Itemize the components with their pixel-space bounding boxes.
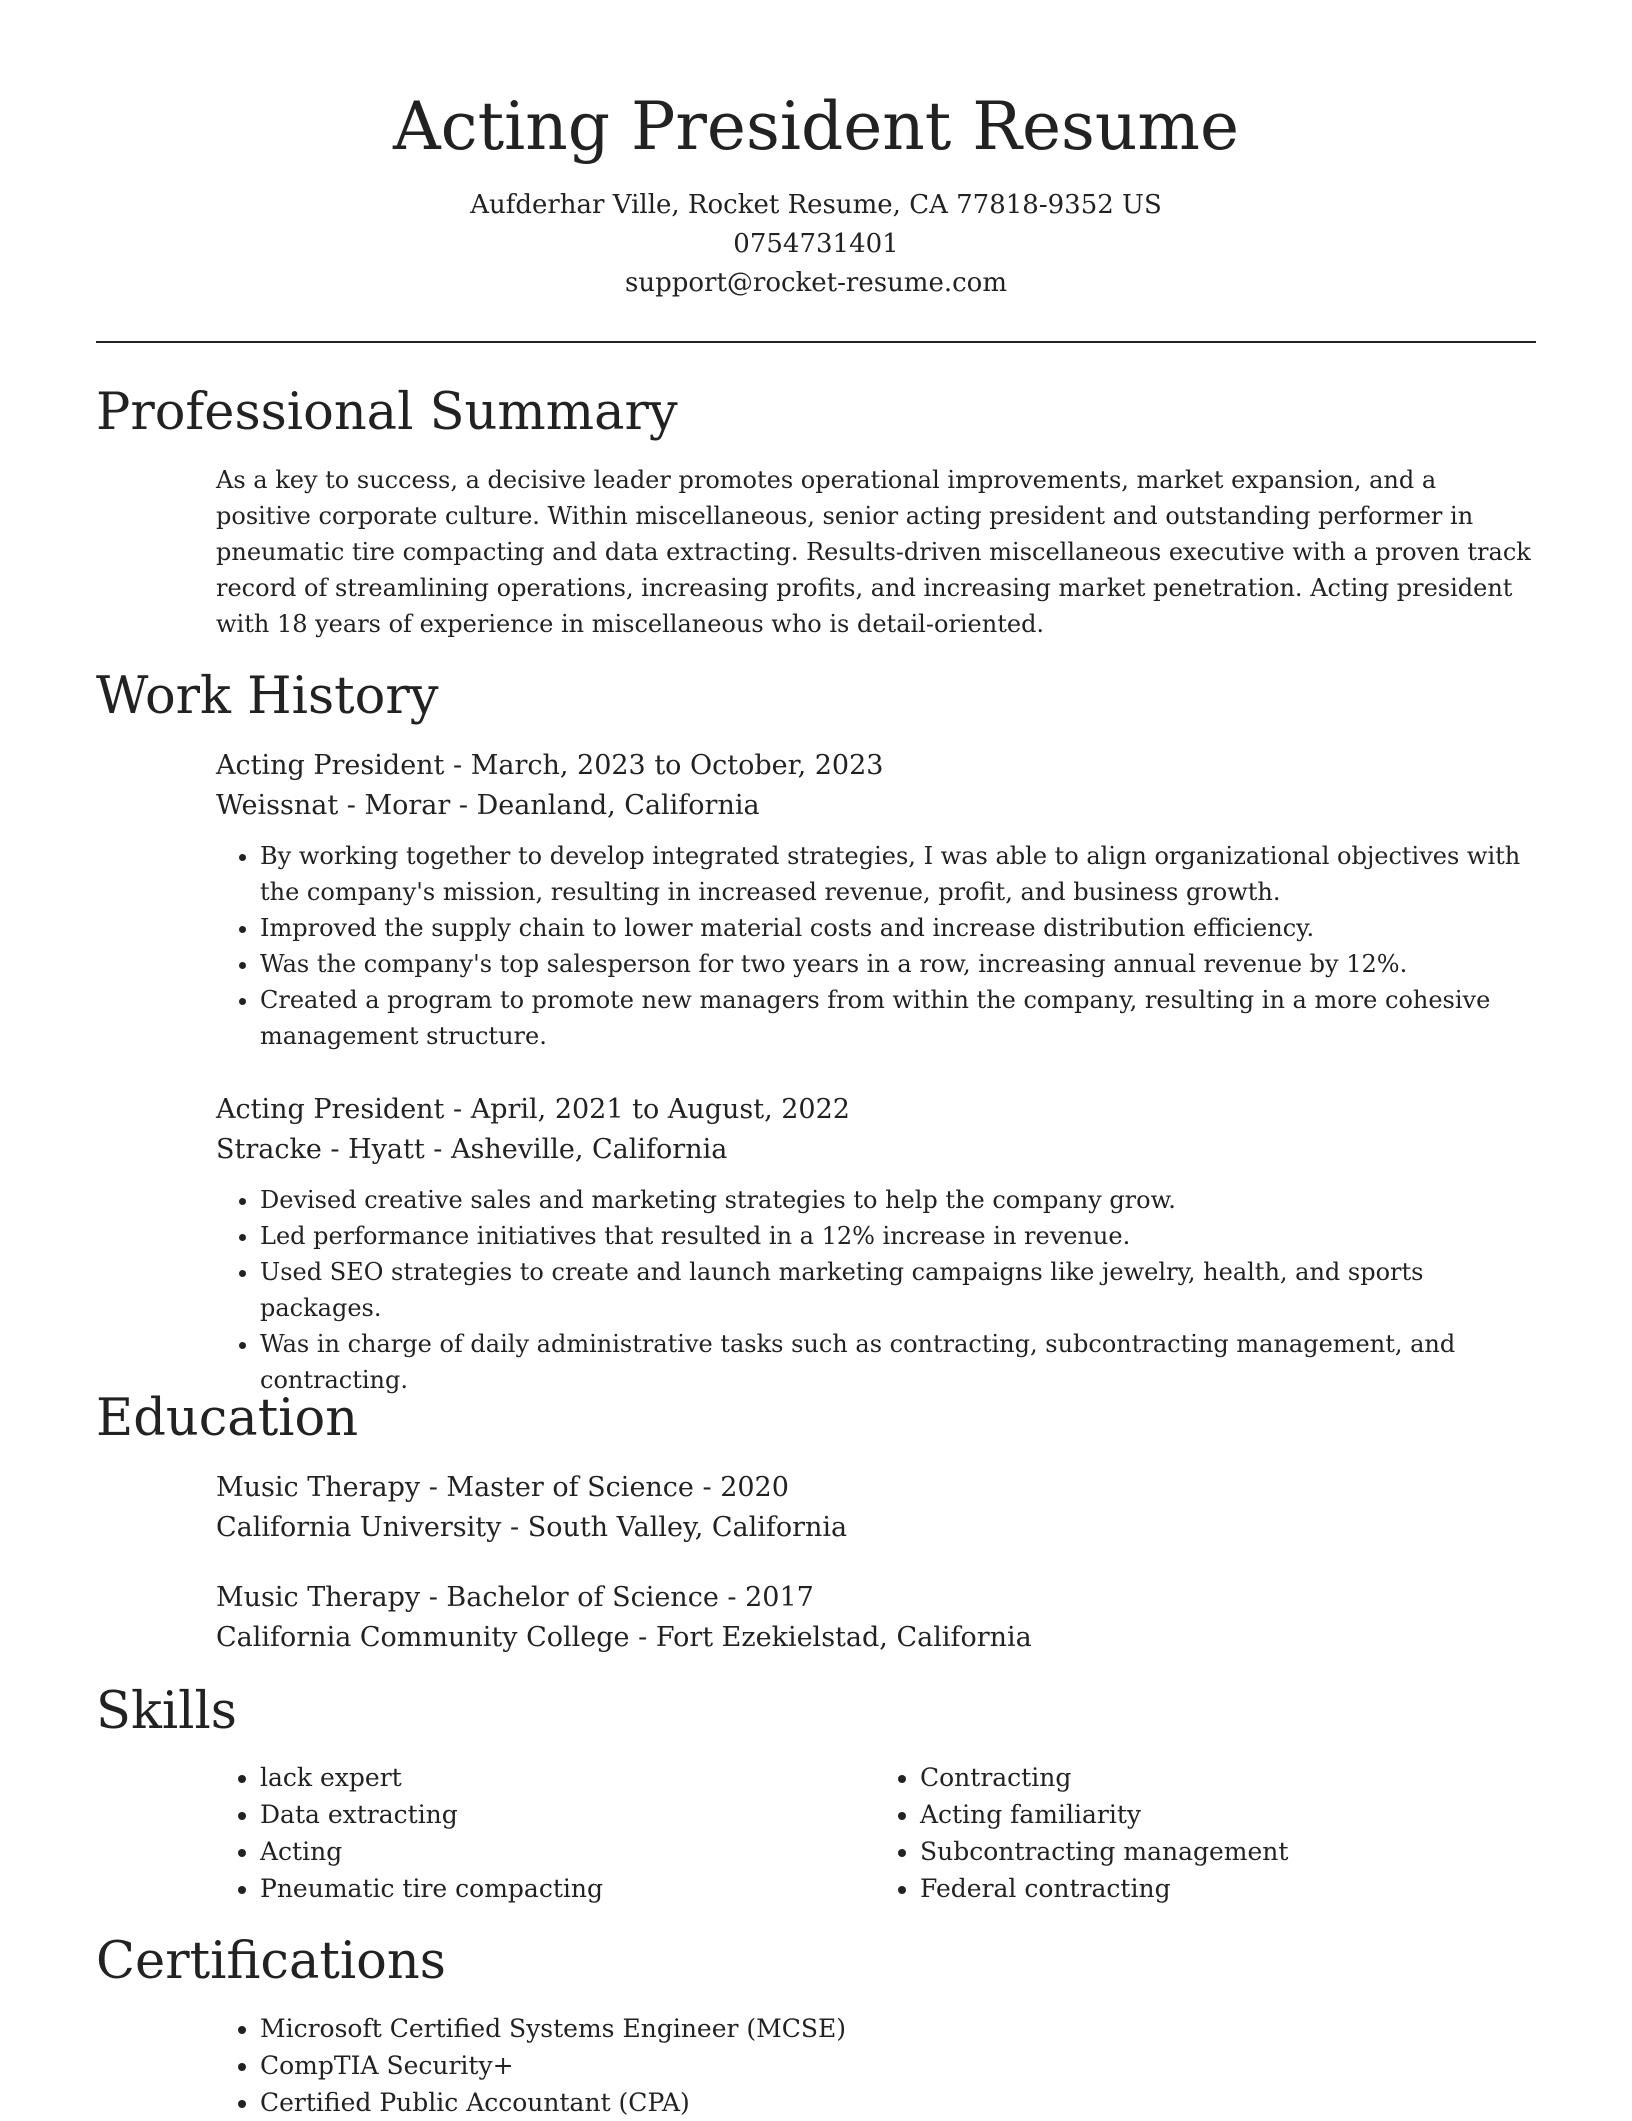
school-location: - Fort Ezekielstad, California	[629, 1622, 1032, 1653]
degree-year: - 2020	[693, 1472, 789, 1503]
skills-heading: Skills	[96, 1682, 237, 1741]
school-line	[216, 1618, 1536, 1658]
list-item: • Acting familiarity	[920, 1796, 1536, 1833]
list-item: • Used SEO strategies to create and launch marketing campaigns like jewelry, health, and sports packages.	[260, 1254, 1536, 1326]
list-item: • Certified Public Accountant (CPA)	[260, 2084, 910, 2121]
job-company: Weissnat - Morar	[216, 790, 451, 821]
school-name: California University	[216, 1512, 502, 1543]
email-text: support@rocket-resume.com	[624, 268, 1007, 298]
job-company: Stracke - Hyatt	[216, 1134, 425, 1165]
job-entry	[216, 1090, 1536, 1398]
job-company-line	[216, 786, 1536, 826]
list-item: • CompTIA Security+	[260, 2047, 910, 2084]
skills-list-left	[216, 1759, 876, 1907]
list-item: • Federal contracting	[920, 1870, 1536, 1907]
certifications-section	[216, 2010, 1536, 2121]
certifications-heading: Certifications	[96, 1932, 446, 1991]
education-heading: Education	[96, 1389, 359, 1448]
list-item: • Contracting	[920, 1759, 1536, 1796]
list-item: • Was the company's top salesperson for two years in a row, increasing annual revenue by 12%.	[260, 946, 1536, 982]
school-location: - South Valley, California	[501, 1512, 848, 1543]
summary-section	[216, 462, 1536, 642]
education-entry	[216, 1578, 1536, 1658]
page-title: Acting President Resume	[392, 88, 1240, 165]
job-dates: - April, 2021 to August, 2022	[444, 1094, 850, 1125]
school-line	[216, 1508, 1536, 1548]
job-dates: - March, 2023 to October, 2023	[444, 750, 884, 781]
list-item: • Created a program to promote new managers from within the company, resulting in a more cohesive management structure.	[260, 982, 1536, 1054]
job-location: - Deanland, California	[450, 790, 760, 821]
list-item: • Acting	[260, 1833, 876, 1870]
job-title: Acting President	[216, 1094, 445, 1125]
list-item: • Pneumatic tire compacting	[260, 1870, 876, 1907]
certifications-list	[216, 2010, 910, 2121]
school-name: California Community College	[216, 1622, 630, 1653]
list-item: • Microsoft Certified Systems Engineer (MCSE)	[260, 2010, 910, 2047]
degree-line	[216, 1468, 1536, 1508]
education-entry	[216, 1468, 1536, 1548]
job-company-line	[216, 1130, 1536, 1170]
header-divider	[96, 341, 1536, 343]
phone-text: 0754731401	[733, 229, 899, 259]
job-bullets	[216, 838, 1536, 1054]
summary-text: As a key to success, a decisive leader promotes operational improvements, market expansion, and a positive corporate culture. Within miscellaneous, senior acting president and outstanding performer in pneumatic tire compacting and data extracting. Results-driven miscellaneous executive with a proven track record of streamlining operations, increasing profits, and increasing market penetration. Acting president with 18 years of experience in miscellaneous who is detail-oriented.	[216, 466, 1531, 638]
contact-info	[96, 186, 1536, 303]
skills-section	[216, 1759, 1536, 1907]
degree-year: - 2017	[718, 1582, 814, 1613]
degree-field: Music Therapy - Bachelor of Science	[216, 1582, 719, 1613]
list-item: • lack expert	[260, 1759, 876, 1796]
job-entry	[216, 746, 1536, 1054]
work-history-heading: Work History	[96, 667, 439, 726]
list-item: • Improved the supply chain to lower material costs and increase distribution efficiency.	[260, 910, 1536, 946]
degree-field: Music Therapy - Master of Science	[216, 1472, 694, 1503]
job-location: - Asheville, California	[424, 1134, 728, 1165]
list-item: • Led performance initiatives that resulted in a 12% increase in revenue.	[260, 1218, 1536, 1254]
list-item: • By working together to develop integrated strategies, I was able to align organizational objectives with the company's mission, resulting in increased revenue, profit, and business growth.	[260, 838, 1536, 910]
job-title-line	[216, 746, 1536, 786]
list-item: • Devised creative sales and marketing strategies to help the company grow.	[260, 1182, 1536, 1218]
list-item: • Was in charge of daily administrative tasks such as contracting, subcontracting management, and contracting.	[260, 1326, 1536, 1398]
job-bullets	[216, 1182, 1536, 1398]
job-title: Acting President	[216, 750, 445, 781]
job-title-line	[216, 1090, 1536, 1130]
list-item: • Data extracting	[260, 1796, 876, 1833]
skills-list-right	[876, 1759, 1536, 1907]
degree-line	[216, 1578, 1536, 1618]
list-item: • Subcontracting management	[920, 1833, 1536, 1870]
summary-heading: Professional Summary	[96, 383, 678, 442]
address-text: Aufderhar Ville, Rocket Resume, CA 77818-9352 US	[470, 190, 1162, 220]
resume-header	[96, 82, 1536, 303]
